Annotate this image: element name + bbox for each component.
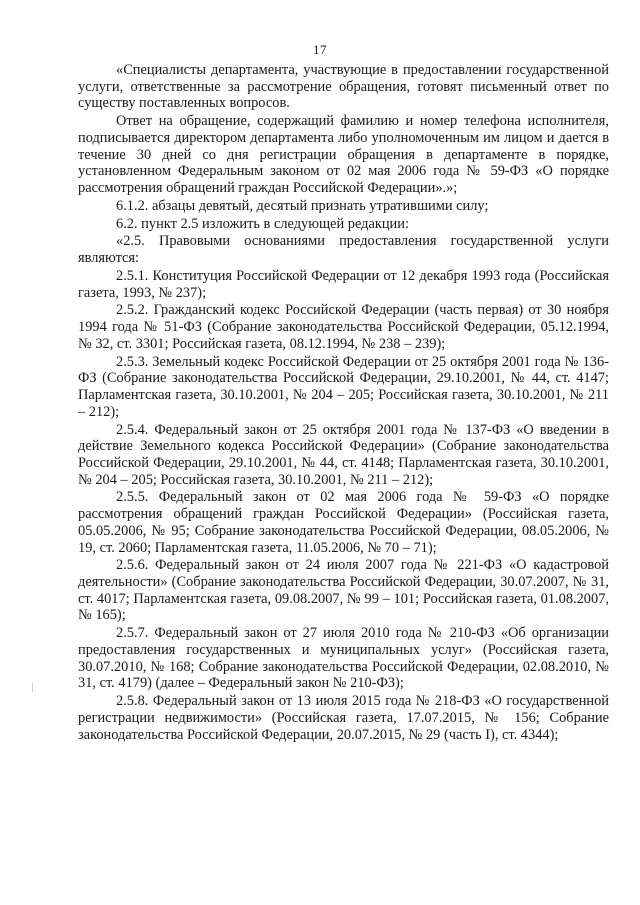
paragraph-6-2: 6.2. пункт 2.5 изложить в следующей редакции: <box>116 215 409 232</box>
document-body <box>78 62 609 744</box>
paragraph-2-5-3: 2.5.3. Земельный кодекс Российской Федерации от 25 октября 2001 года № 136-ФЗ (Собрание законодательства Российской Федерации, 29.10.2001, № 44, ст. 4147; Парламентская газета, 30.10.2001, № 204 – 205; Российская газета, 30.10.2001, № 211 – 212); <box>78 353 609 420</box>
paragraph-2-5-2: 2.5.2. Гражданский кодекс Российской Федерации (часть первая) от 30 ноября 1994 года № 51-ФЗ (Собрание законодательства Российской Федерации, 05.12.1994, № 32, ст. 3301; Российская газета, 08.12.1994, № 238 – 239); <box>78 302 609 352</box>
paragraph-response-preparation: «Специалисты департамента, участвующие в предоставлении государственной услуги, ответственные за рассмотрение обращения, готовят письменный ответ по существу поставленных вопросов. <box>78 62 609 112</box>
paragraph-6-1-2: 6.1.2. абзацы девятый, десятый признать утратившими силу; <box>116 197 489 214</box>
paragraph-2-5-1: 2.5.1. Конституция Российской Федерации от 12 декабря 1993 года (Российская газета, 1993, № 237); <box>78 267 609 301</box>
paragraph-2-5-4: 2.5.4. Федеральный закон от 25 октября 2001 года № 137-ФЗ «О введении в действие Земельного кодекса Российской Федерации» (Собрание законодательства Российской Федерации, 29.10.2001, № 44, ст. 4148; Парламентская газета, 30.10.2001, № 204 – 205; Российская газета, 30.10.2001, № 211 – 212); <box>78 421 609 488</box>
page-number: 17 <box>313 42 327 57</box>
paragraph-2-5-5: 2.5.5. Федеральный закон от 02 мая 2006 года № 59-ФЗ «О порядке рассмотрения обращений граждан Российской Федерации» (Российская газета, 05.05.2006, № 95; Собрание законодательства Российской Федерации, 08.05.2006, № 19, ст. 2060; Парламентская газета, 11.05.2006, № 70 – 71); <box>78 489 609 556</box>
paragraph-2-5: «2.5. Правовыми основаниями предоставления государственной услуги являются: <box>78 233 609 267</box>
paragraph-2-5-8: 2.5.8. Федеральный закон от 13 июля 2015 года № 218-ФЗ «О государственной регистрации недвижимости» (Российская газета, 17.07.2015, № 156; Собрание законодательства Российской Федерации, 20.07.2015, № 29 (часть I), ст. 4344); <box>78 693 609 743</box>
paragraph-2-5-7: 2.5.7. Федеральный закон от 27 июля 2010 года № 210-ФЗ «Об организации предоставления государственных и муниципальных услуг» (Российская газета, 30.07.2010, № 168; Собрание законодательства Российской Федерации, 02.08.2010, № 31, ст. 4179) (далее – Федеральный закон № 210-ФЗ); <box>78 625 609 692</box>
paragraph-response-signing: Ответ на обращение, содержащий фамилию и номер телефона исполнителя, подписывается директором департамента либо уполномоченным им лицом и дается в течение 30 дней со дня регистрации обращения в департаменте в порядке, установленном Федеральным законом от 02 мая 2006 года № 59-ФЗ «О порядке рассмотрения обращений граждан Российской Федерации».»; <box>78 113 609 197</box>
paragraph-2-5-6: 2.5.6. Федеральный закон от 24 июля 2007 года № 221-ФЗ «О кадастровой деятельности» (Собрание законодательства Российской Федерации, 30.07.2007, № 31, ст. 4017; Парламентская газета, 09.08.2007, № 99 – 101; Российская газета, 01.08.2007, № 165); <box>78 557 609 624</box>
margin-mark <box>32 683 33 692</box>
